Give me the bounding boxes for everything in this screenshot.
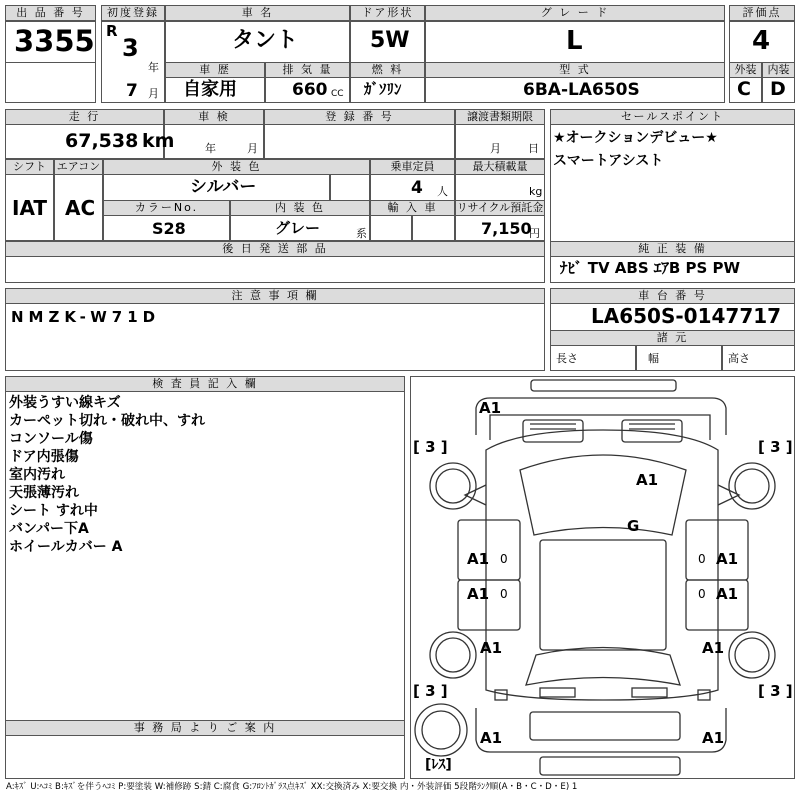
model-header: 型 式 <box>425 62 725 78</box>
score-header: 評価点 <box>729 5 795 21</box>
tire-mark-front-left: [ 3 ] <box>413 438 448 456</box>
interior-grade-value: D <box>770 78 786 100</box>
inspector-note: シート すれ中 <box>9 503 98 519</box>
reg-month-value: 7 <box>126 81 138 101</box>
recycle-header: リサイクル預託金 <box>456 201 544 214</box>
mark-roof: A1 <box>636 471 659 489</box>
aircon-value: AC <box>65 196 96 220</box>
inspector-note: バンパー下A <box>9 521 89 537</box>
ext-color-value: シルバー <box>190 177 257 197</box>
inspector-note: 天張薄汚れ <box>9 485 79 501</box>
equipment-header: 純 正 装 備 <box>550 241 795 257</box>
mark-glass: G <box>627 517 640 535</box>
reg-year-value: 3 <box>122 34 139 62</box>
mark-rear-left: A1 <box>480 729 503 747</box>
person-unit: 人 <box>437 185 448 198</box>
mark-rear-right: A1 <box>702 729 725 747</box>
door-indicator-right-front: 0 <box>698 552 706 566</box>
height-label: 高さ <box>728 352 750 365</box>
inspector-note: 室内汚れ <box>9 467 65 483</box>
car-name-header: 車 名 <box>165 5 350 21</box>
color-no-value: S28 <box>152 219 186 238</box>
door-indicator-left-front: 0 <box>500 552 508 566</box>
legend: A:ｷｽﾞ U:ﾍｺﾐ B:ｷｽﾞを伴うﾍｺﾐ P:要塗装 W:補修跡 S:錆 C:腐食 G:ﾌﾛﾝﾄｶﾞﾗｽ点ｷｽﾞ XX:交換済み X:要交換 内・外装評価 5段階ﾗﾝｸ順(A・B・C・D・E) 1 <box>6 782 578 792</box>
capacity-value: 4 <box>411 178 423 198</box>
history-header: 車 歴 <box>165 62 265 78</box>
reg-no-header: 登 録 番 号 <box>264 109 455 125</box>
fuel-value: ｶﾞｿﾘﾝ <box>364 80 402 98</box>
max-load-header: 最大積載量 <box>455 159 545 175</box>
mileage-header: 走 行 <box>5 109 164 125</box>
tire-mark-front-right: [ 3 ] <box>758 438 793 456</box>
mark-right-rear-quarter: A1 <box>702 639 725 657</box>
car-diagram-frame <box>410 376 795 779</box>
exterior-header: 外装 <box>729 62 762 78</box>
later-parts-cell <box>5 256 545 283</box>
kei-unit: 系 <box>356 227 367 240</box>
int-color-header: 内 装 色 <box>230 200 370 216</box>
office-cell <box>5 735 405 779</box>
fuel-header: 燃 料 <box>350 62 425 78</box>
mark-front-bumper: A1 <box>479 399 502 417</box>
inspector-note: 外装うすい線キズ <box>9 395 121 411</box>
equipment-value: ﾅﾋﾞ TV ABS ｴｱB PS PW <box>560 259 741 277</box>
sales-point-2: スマートアシスト <box>553 153 664 169</box>
door-indicator-right-rear: 0 <box>698 587 706 601</box>
length-label: 長さ <box>556 352 578 365</box>
ext-color-extra-cell <box>330 174 370 201</box>
tire-mark-rear-right: [ 3 ] <box>758 682 793 700</box>
lot-no-blank <box>5 62 96 103</box>
first-reg-header: 初度登録 <box>101 5 165 21</box>
inspector-note: カーペット切れ・破れ中、すれ <box>9 413 205 429</box>
dimensions-header: 諸 元 <box>550 330 795 346</box>
inspector-note: コンソール傷 <box>9 431 93 447</box>
recycle-value: 7,150 <box>481 219 532 238</box>
doors-header: ドア形状 <box>350 5 425 21</box>
chassis-header: 車 台 番 号 <box>550 288 795 304</box>
doors-value: 5W <box>370 28 410 53</box>
year-unit: 年 <box>148 61 159 74</box>
interior-header: 内装 <box>762 62 795 78</box>
history-value: 自家用 <box>183 79 237 100</box>
aircon-header: エアコン <box>54 159 103 175</box>
lot-no-value: 3355 <box>14 24 95 58</box>
sales-point-header: セールスポイント <box>550 109 795 125</box>
era-value: R <box>106 22 118 40</box>
yen-unit: 円 <box>529 227 540 240</box>
grade-value: L <box>566 26 583 56</box>
score-value: 4 <box>752 26 771 56</box>
cc-unit: CC <box>331 89 344 99</box>
caution-header: 注 意 事 項 欄 <box>5 288 545 304</box>
width-label: 幅 <box>648 352 659 365</box>
mark-left-rear-door: A1 <box>467 585 490 603</box>
import-cell-b <box>412 215 455 241</box>
capacity-header: 乗車定員 <box>370 159 455 175</box>
inspector-note: ホイールカバー A <box>9 539 123 555</box>
office-header: 事 務 局 よ り ご 案 内 <box>5 720 405 736</box>
lot-no-header: 出 品 番 号 <box>5 5 96 21</box>
displacement-value: 660 <box>292 80 328 100</box>
color-no-header: カラーNo. <box>103 200 230 216</box>
mark-right-rear-door: A1 <box>716 585 739 603</box>
int-color-value: グレー <box>275 219 321 237</box>
inspection-month-unit: 月 <box>247 142 258 155</box>
displacement-header: 排 気 量 <box>265 62 350 78</box>
kg-unit: kg <box>529 185 543 198</box>
month-unit: 月 <box>148 87 159 100</box>
door-indicator-left-rear: 0 <box>500 587 508 601</box>
transfer-doc-header: 譲渡書類期限 <box>455 109 545 125</box>
later-parts-header: 後 日 発 送 部 品 <box>5 241 545 257</box>
car-name-value: タント <box>232 28 299 53</box>
grade-header: グ レ ー ド <box>425 5 725 21</box>
shift-value: IAT <box>12 196 48 220</box>
mark-left-front-door: A1 <box>467 550 490 568</box>
mileage-value: 67,538 <box>65 130 139 152</box>
spare-tire-mark: [ﾚｽ] <box>425 757 452 773</box>
km-unit: km <box>142 130 175 152</box>
import-cell-a <box>370 215 412 241</box>
inspector-note: ドア内張傷 <box>9 449 79 465</box>
inspection-year-unit: 年 <box>205 142 216 155</box>
caution-value: NMZK-W71D <box>11 308 161 326</box>
mark-right-front-door: A1 <box>716 550 739 568</box>
inspection-header: 車 検 <box>164 109 264 125</box>
inspector-notes <box>9 394 205 556</box>
transfer-month-unit: 月 <box>490 142 501 155</box>
exterior-grade-value: C <box>737 78 751 100</box>
mark-left-rear-quarter: A1 <box>480 639 503 657</box>
chassis-value: LA650S-0147717 <box>591 304 782 328</box>
transfer-day-unit: 日 <box>528 142 539 155</box>
shift-header: シフト <box>5 159 54 175</box>
inspector-header: 検 査 員 記 入 欄 <box>5 376 405 392</box>
ext-color-header: 外 装 色 <box>103 159 370 175</box>
import-header: 輸 入 車 <box>370 200 455 216</box>
tire-mark-rear-left: [ 3 ] <box>413 682 448 700</box>
model-value: 6BA-LA650S <box>523 80 640 100</box>
sales-point-1: ★オークションデビュー★ <box>553 130 718 146</box>
reg-no-cell <box>264 124 455 159</box>
